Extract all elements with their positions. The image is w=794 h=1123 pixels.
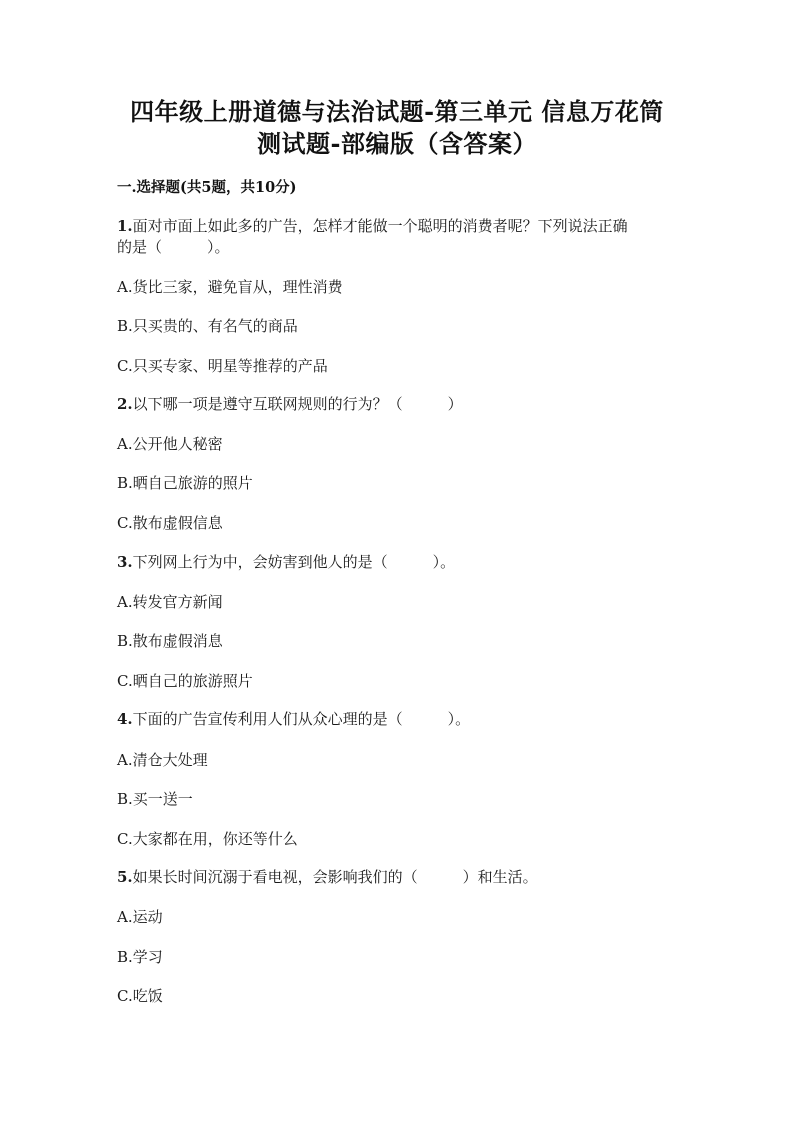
question-number: 5. xyxy=(117,868,133,886)
question-3-option-c: C.晒自己的旅游照片 xyxy=(117,672,253,690)
page-title-line-1: 四年级上册道德与法治试题-第三单元 信息万花筒 xyxy=(130,97,664,126)
question-3-option-a: A.转发官方新闻 xyxy=(117,593,223,611)
question-5-option-b: B.学习 xyxy=(117,948,163,966)
question-text-continued: 的是（ ）。 xyxy=(117,238,230,256)
question-5 xyxy=(117,867,677,888)
question-text: 面对市面上如此多的广告，怎样才能做一个聪明的消费者呢？下列说法正确 xyxy=(132,217,628,235)
question-1-continued xyxy=(117,237,677,258)
question-text: 如果长时间沉溺于看电视，会影响我们的（ ）和生活。 xyxy=(132,868,538,886)
question-text: 下列网上行为中，会妨害到他人的是（ ）。 xyxy=(132,553,456,571)
question-1-option-c: C.只买专家、明星等推荐的产品 xyxy=(117,357,328,375)
question-2 xyxy=(117,394,677,415)
question-2-option-b: B.晒自己旅游的照片 xyxy=(117,474,253,492)
question-text: 以下哪一项是遵守互联网规则的行为？（ ） xyxy=(132,395,463,413)
question-number: 3. xyxy=(117,553,133,571)
question-3-option-b: B.散布虚假消息 xyxy=(117,632,223,650)
question-number: 2. xyxy=(117,395,133,413)
question-5-option-a: A.运动 xyxy=(117,908,163,926)
question-1 xyxy=(117,216,677,237)
question-2-option-c: C.散布虚假信息 xyxy=(117,514,223,532)
section-heading: 一.选择题(共5题，共10分) xyxy=(117,179,297,196)
question-4-option-b: B.买一送一 xyxy=(117,790,193,808)
question-2-option-a: A.公开他人秘密 xyxy=(117,435,223,453)
question-text: 下面的广告宣传利用人们从众心理的是（ ）。 xyxy=(132,710,471,728)
question-3 xyxy=(117,552,677,573)
question-1-option-a: A.货比三家，避免盲从，理性消费 xyxy=(117,278,343,296)
page-title-line-2: 测试题-部编版（含答案） xyxy=(257,129,537,158)
question-4-option-a: A.清仓大处理 xyxy=(117,751,208,769)
question-number: 1. xyxy=(117,217,133,235)
question-4-option-c: C.大家都在用，你还等什么 xyxy=(117,830,298,848)
question-1-option-b: B.只买贵的、有名气的商品 xyxy=(117,317,298,335)
question-number: 4. xyxy=(117,710,133,728)
question-4 xyxy=(117,709,677,730)
question-5-option-c: C.吃饭 xyxy=(117,987,163,1005)
